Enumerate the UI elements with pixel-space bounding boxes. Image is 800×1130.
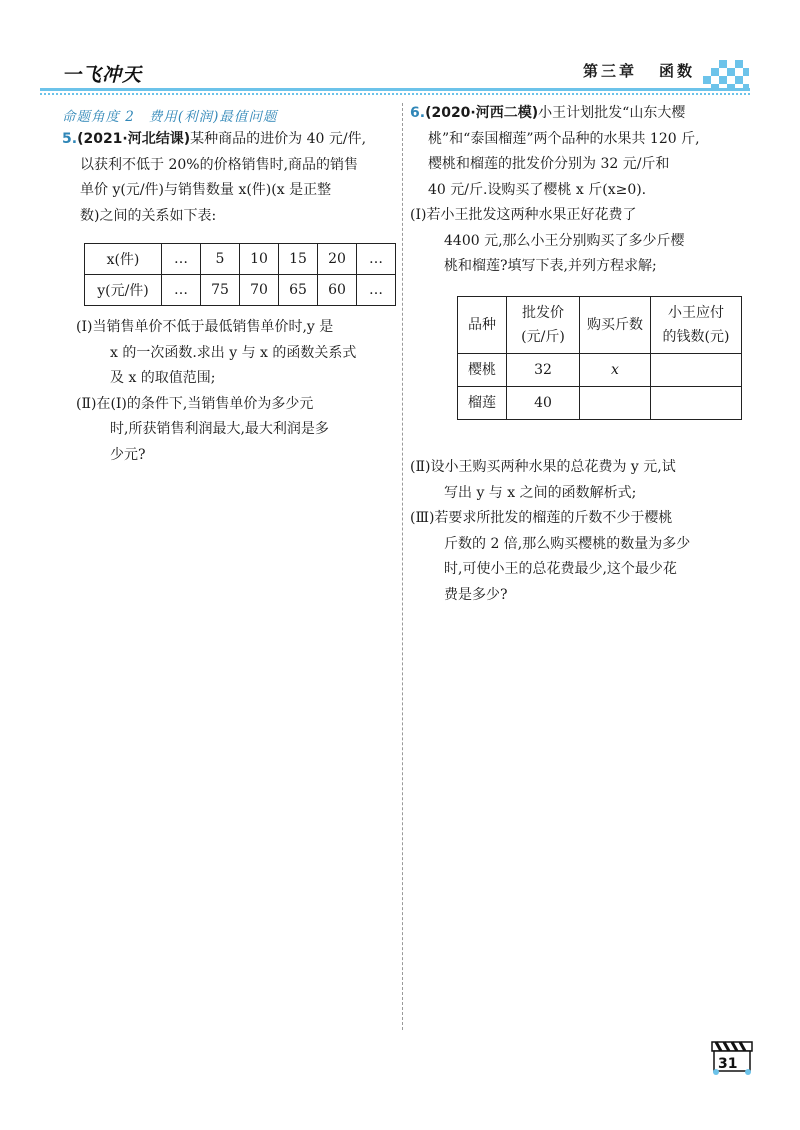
part-1-line: (Ⅰ)当销售单价不低于最低销售单价时,y 是 (76, 319, 334, 335)
header-rule (40, 88, 750, 91)
table-cell (651, 387, 742, 420)
table-header-cell: 品种 (458, 297, 507, 354)
question-text-line: 小王计划批发“山东大樱 (538, 105, 686, 121)
part-1-line: 桃和榴莲?填写下表,并列方程求解; (444, 258, 657, 274)
part-1-line: 4400 元,那么小王分别购买了多少斤樱 (444, 232, 685, 249)
question-text-line: 数)之间的关系如下表: (80, 207, 217, 224)
part-2-line: 少元? (110, 446, 146, 463)
part-1-line: 及 x 的取值范围; (110, 370, 216, 386)
question-source: (2021·河北结课) (77, 131, 191, 147)
table-header-cell: 购买斤数 (580, 297, 651, 354)
part-1-line: x 的一次函数.求出 y 与 x 的函数关系式 (110, 344, 357, 361)
topic-heading (62, 105, 277, 125)
question-number: 6. (410, 105, 426, 121)
question-text-line: 单价 y(元/件)与销售数量 x(件)(x 是正整 (80, 182, 332, 198)
table-header-cell: 批发价 (元/斤) (507, 297, 580, 354)
table-cell: … (162, 244, 201, 275)
part-3-line: 斤数的 2 倍,那么购买樱桃的数量为多少 (444, 535, 691, 552)
question-number: 5. (62, 131, 78, 147)
table-cell: 15 (279, 244, 318, 275)
part-3-line: 费是多少? (444, 586, 508, 603)
question-text-line: 以获利不低于 20%的价格销售时,商品的销售 (80, 156, 359, 173)
table-cell: 75 (201, 275, 240, 306)
part-3-line: (Ⅲ)若要求所批发的榴莲的斤数不少于樱桃 (410, 510, 673, 526)
table-cell: 榴莲 (458, 387, 507, 420)
table-cell: x(件) (85, 244, 162, 275)
fruit-purchase-table (457, 296, 742, 420)
table-row (85, 244, 396, 275)
part-1-line: (Ⅰ)若小王批发这两种水果正好花费了 (410, 207, 637, 223)
table-header-cell: 小王应付 的钱数(元) (651, 297, 742, 354)
table-cell: … (357, 244, 396, 275)
question-text-line: 40 元/斤.设购买了樱桃 x 斤(x≥0). (428, 181, 647, 198)
table-cell: … (162, 275, 201, 306)
table-cell: 65 (279, 275, 318, 306)
table-cell: 32 (507, 354, 580, 387)
table-cell: … (357, 275, 396, 306)
table-cell: 40 (507, 387, 580, 420)
question-text-line: 樱桃和榴莲的批发价分别为 32 元/斤和 (428, 156, 670, 172)
question-text-line: 某种商品的进价为 40 元/件, (190, 131, 367, 147)
table-row (85, 275, 396, 306)
question-6-parts (410, 455, 750, 608)
table-cell: x (580, 354, 651, 387)
page-number: 31 (718, 1056, 738, 1072)
column-divider (402, 103, 403, 1030)
part-2-line: 时,所获销售利润最大,最大利润是多 (110, 421, 329, 437)
table-cell (580, 387, 651, 420)
question-5 (62, 127, 392, 229)
table-row (458, 387, 742, 420)
header-dotted-rule (40, 93, 750, 95)
price-quantity-table (84, 243, 396, 306)
part-2-line: (Ⅱ)在(Ⅰ)的条件下,当销售单价为多少元 (76, 395, 314, 412)
question-6 (410, 101, 750, 280)
table-cell: 70 (240, 275, 279, 306)
question-5-parts (76, 315, 396, 468)
chapter-topic: 函数 (659, 62, 696, 80)
table-cell: 60 (318, 275, 357, 306)
chapter-number: 第三章 (583, 62, 638, 80)
topic-title: 费用(利润)最值问题 (148, 109, 278, 125)
part-3-line: 时,可使小王的总花费最少,这个最少花 (444, 561, 677, 577)
table-header-row (458, 297, 742, 354)
table-cell: 樱桃 (458, 354, 507, 387)
table-row (458, 354, 742, 387)
topic-label: 命题角度 2 (62, 109, 135, 125)
table-cell: 10 (240, 244, 279, 275)
part-2-line: 写出 y 与 x 之间的函数解析式; (444, 484, 637, 501)
part-2-line: (Ⅱ)设小王购买两种水果的总花费为 y 元,试 (410, 459, 676, 475)
table-cell: y(元/件) (85, 275, 162, 306)
question-source: (2020·河西二模) (425, 105, 539, 121)
checker-cubes-icon (703, 60, 749, 90)
question-text-line: 桃”和“泰国榴莲”两个品种的水果共 120 斤, (428, 130, 700, 147)
table-cell (651, 354, 742, 387)
chapter-title (583, 60, 695, 81)
table-cell: 20 (318, 244, 357, 275)
table-cell: 5 (201, 244, 240, 275)
brand-logo: 一飞冲天 (62, 64, 143, 86)
